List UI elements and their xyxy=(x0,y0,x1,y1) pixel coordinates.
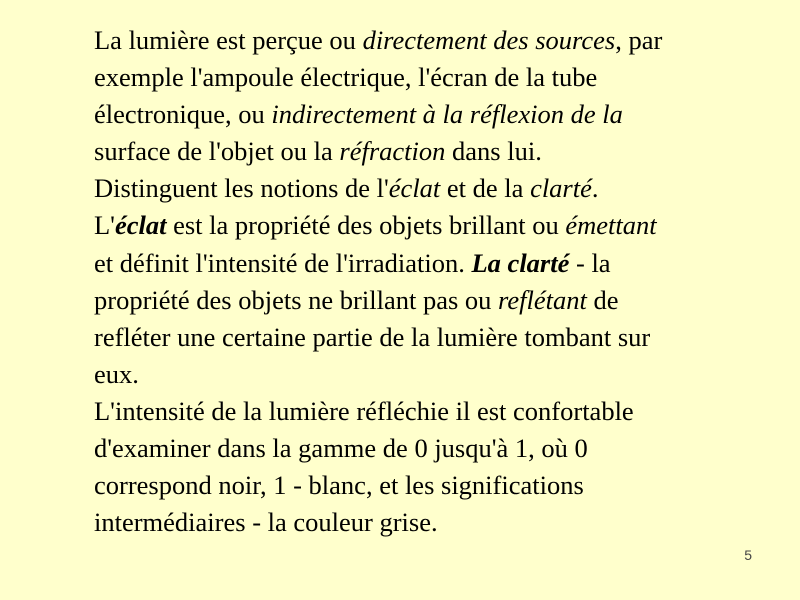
text-span: exemple l'ampoule électrique, l'écran de la tube xyxy=(94,62,598,93)
italic-text: réfraction xyxy=(339,136,446,167)
text-span: surface de l'objet ou la xyxy=(94,136,340,167)
text-line-10 xyxy=(94,356,784,393)
text-span: électronique, ou xyxy=(94,99,272,130)
bold-italic-text: éclat xyxy=(114,210,167,241)
text-span: est la propriété des objets brillant ou xyxy=(166,210,566,241)
text-line-11 xyxy=(94,393,784,430)
text-line-4 xyxy=(94,133,784,170)
text-line-3 xyxy=(94,96,784,133)
text-line-13 xyxy=(94,467,784,504)
text-span: d'examiner dans la gamme de 0 jusqu'à 1, où 0 xyxy=(94,433,588,464)
text-span: intermédiaires - la couleur grise. xyxy=(94,507,438,538)
italic-text: éclat xyxy=(388,173,441,204)
italic-text: directement des sources xyxy=(362,25,616,55)
text-line-6 xyxy=(94,207,784,244)
text-span: dans lui. xyxy=(445,136,542,167)
text-line-14 xyxy=(94,504,784,541)
text-line-9 xyxy=(94,319,784,356)
text-span: Distinguent les notions de l' xyxy=(94,173,389,204)
text-span: propriété des objets ne brillant pas ou xyxy=(94,284,499,315)
text-span: de xyxy=(586,284,619,315)
text-span: . xyxy=(591,173,599,204)
text-span: et définit l'intensité de l'irradiation. xyxy=(94,247,472,278)
text-line-8 xyxy=(94,282,784,319)
text-span: - la xyxy=(569,247,611,278)
text-line-5 xyxy=(94,170,784,207)
text-span: et de la xyxy=(440,173,531,204)
text-span: L' xyxy=(94,210,115,241)
text-span: L'intensité de la lumière réfléchie il est confortable xyxy=(94,395,634,426)
italic-text: reflétant xyxy=(498,284,587,315)
text-line-7 xyxy=(94,245,784,282)
text-span: La lumière est perçue ou xyxy=(94,25,363,55)
text-line-12 xyxy=(94,430,784,467)
text-span: correspond noir, 1 - blanc, et les significations xyxy=(94,470,584,501)
text-line-1 xyxy=(94,22,784,59)
text-span: , par xyxy=(615,25,663,55)
bold-italic-text: La clarté xyxy=(471,247,570,278)
slide-body-text xyxy=(94,22,784,541)
italic-text: indirectement à la réflexion de la xyxy=(271,99,623,130)
text-line-2 xyxy=(94,59,784,96)
text-span: refléter une certaine partie de la lumière tombant sur xyxy=(94,321,651,352)
italic-text: clarté xyxy=(530,173,592,204)
text-span: eux. xyxy=(94,358,139,389)
page-number: 5 xyxy=(744,547,752,563)
italic-text: émettant xyxy=(565,210,657,241)
